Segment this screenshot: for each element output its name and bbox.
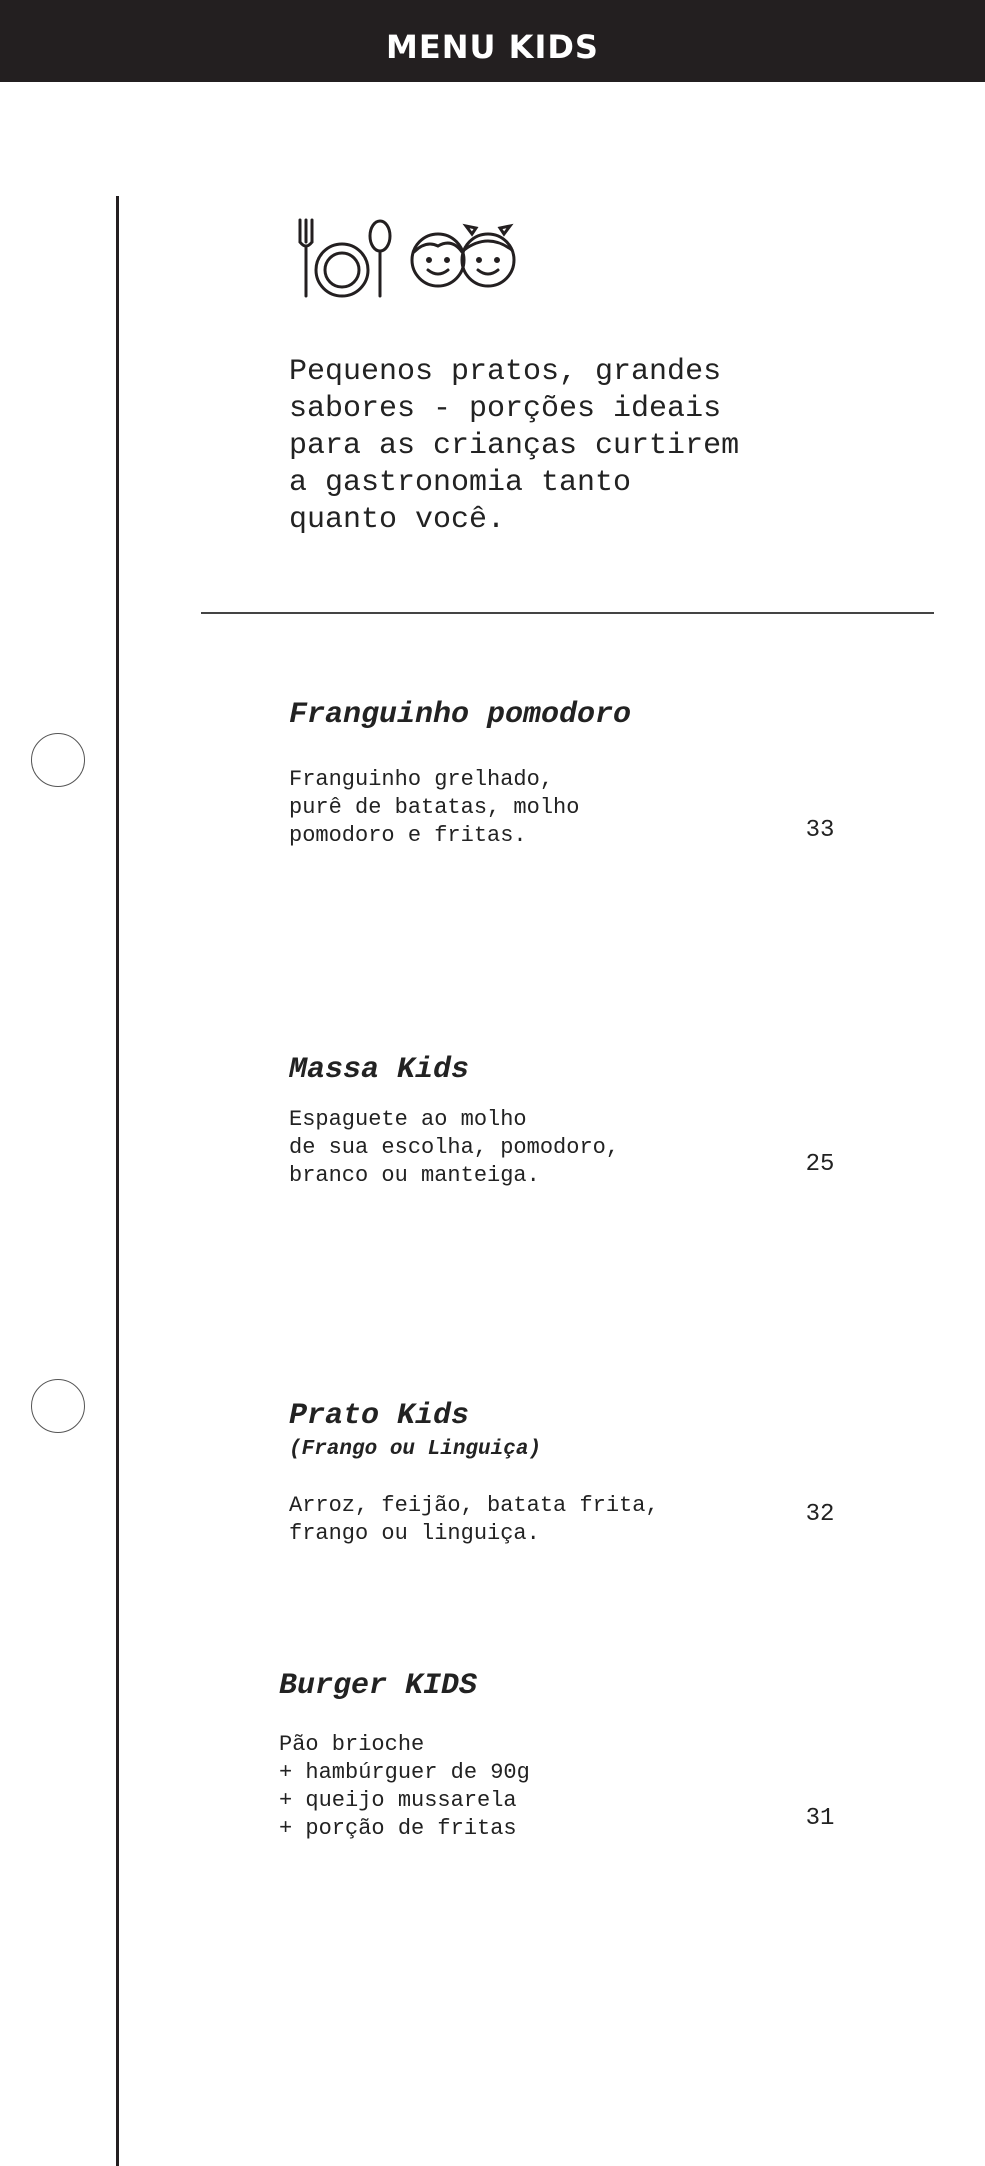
kids-icons [296, 216, 520, 302]
page-title: MENU KIDS [386, 28, 599, 66]
item-name: Burger KIDS [279, 1669, 478, 1703]
intro-text: Pequenos pratos, grandes sabores - porções ideais para as crianças curtirem a gastronomia tanto quanto você. [289, 355, 740, 537]
item-name: Franguinho pomodoro [289, 698, 632, 732]
item-name: Prato Kids [289, 1399, 470, 1433]
plate-cutlery-icon [300, 220, 390, 296]
item-price: 33 [805, 817, 835, 844]
item-description: Franguinho grelhado, purê de batatas, molho pomodoro e fritas. [289, 767, 580, 848]
binder-hole [31, 1379, 85, 1433]
item-subtitle: (Frango ou Linguiça) [289, 1438, 542, 1461]
item-description: Pão brioche + hambúrguer de 90g + queijo mussarela + porção de fritas [279, 1732, 530, 1841]
item-description: Espaguete ao molho de sua escolha, pomodoro, branco ou manteiga. [289, 1107, 620, 1188]
item-price: 31 [805, 1805, 835, 1832]
vertical-rule [116, 196, 119, 2166]
item-price: 25 [805, 1151, 835, 1178]
item-description: Arroz, feijão, batata frita, frango ou linguiça. [289, 1493, 659, 1546]
item-price: 32 [805, 1501, 835, 1528]
binder-hole [31, 733, 85, 787]
section-divider [201, 612, 934, 614]
kids-faces-icon [412, 226, 514, 286]
item-name: Massa Kids [289, 1053, 470, 1087]
